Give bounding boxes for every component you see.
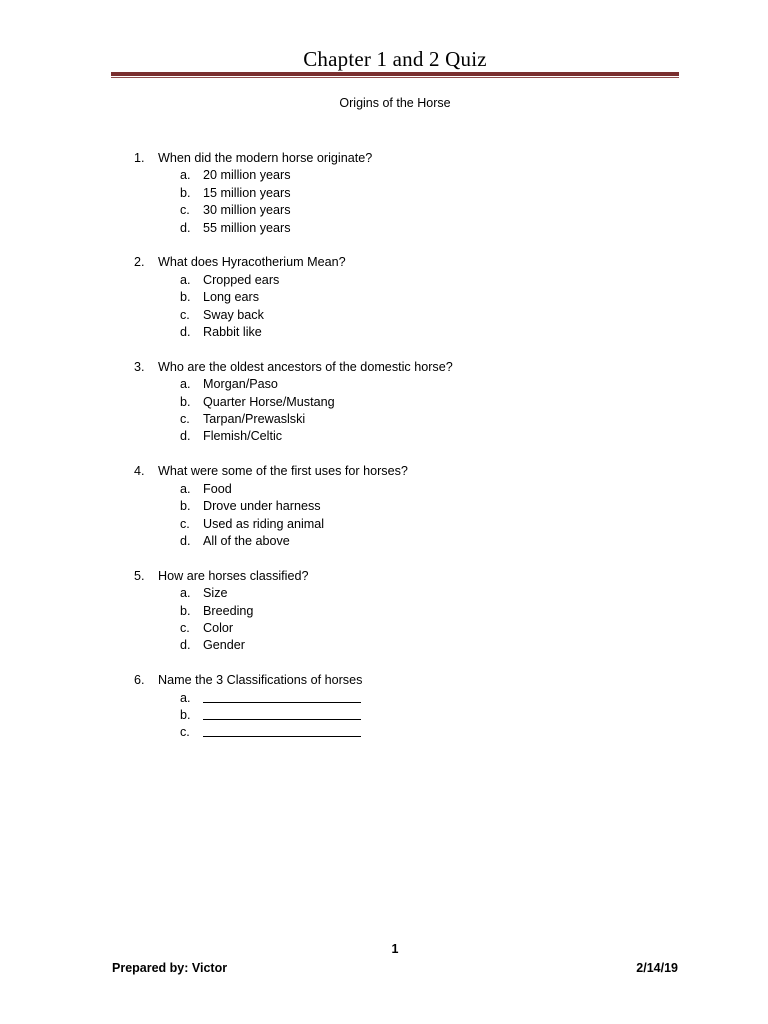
option-text: Morgan/Paso — [203, 377, 278, 392]
question-6 — [0, 672, 768, 742]
question-text: When did the modern horse originate? — [158, 151, 373, 165]
option-text: Size — [203, 586, 228, 601]
option-text: 15 million years — [203, 185, 291, 200]
option-letter: b. — [180, 290, 191, 305]
option-letter: c. — [180, 516, 190, 531]
question-line — [0, 568, 768, 585]
answer-option — [0, 272, 768, 289]
option-letter: d. — [180, 638, 191, 653]
answer-blank-line[interactable] — [203, 724, 361, 742]
answer-option — [0, 585, 768, 602]
question-number: 4. — [134, 464, 145, 479]
blank-underline — [203, 707, 361, 720]
option-letter: c. — [180, 412, 190, 427]
option-text: Sway back — [203, 307, 264, 322]
option-text: Flemish/Celtic — [203, 429, 283, 444]
option-text: Breeding — [203, 603, 254, 618]
option-letter: a. — [180, 690, 191, 705]
answer-blank-line[interactable] — [203, 690, 361, 708]
option-letter: d. — [180, 429, 191, 444]
answer-option — [0, 202, 768, 219]
option-text: All of the above — [203, 533, 290, 548]
answer-option — [0, 603, 768, 620]
prepared-by: Prepared by: Victor — [112, 961, 228, 975]
option-letter: b. — [180, 394, 191, 409]
question-line — [0, 254, 768, 271]
option-letter: c. — [180, 620, 190, 635]
answer-option — [0, 428, 768, 445]
question-text: Who are the oldest ancestors of the domestic horse? — [158, 359, 453, 374]
question-number: 1. — [134, 151, 145, 165]
quiz-subtitle: Origins of the Horse — [339, 96, 451, 110]
option-letter: c. — [180, 725, 190, 740]
question-text: How are horses classified? — [158, 568, 309, 583]
blank-underline — [203, 724, 361, 737]
question-number: 2. — [134, 255, 145, 270]
answer-option — [0, 411, 768, 428]
quiz-questions — [0, 150, 768, 759]
question-number: 3. — [134, 359, 145, 374]
option-letter: a. — [180, 377, 191, 392]
option-text: Gender — [203, 638, 246, 653]
option-letter: a. — [180, 481, 191, 496]
option-letter: b. — [180, 603, 191, 618]
answer-option — [0, 620, 768, 637]
question-3 — [0, 359, 768, 446]
option-text: 55 million years — [203, 220, 291, 235]
answer-option — [0, 533, 768, 550]
document-date: 2/14/19 — [636, 961, 678, 975]
answer-option — [0, 394, 768, 411]
option-text: Long ears — [203, 290, 260, 305]
answer-option — [0, 324, 768, 341]
option-text: 20 million years — [203, 168, 291, 183]
option-letter: a. — [180, 168, 191, 183]
answer-option — [0, 707, 768, 724]
question-text: Name the 3 Classifications of horses — [158, 673, 363, 688]
answer-option — [0, 185, 768, 202]
answer-option — [0, 724, 768, 741]
header-divider-thick — [111, 72, 679, 76]
page-title: Chapter 1 and 2 Quiz — [303, 47, 487, 71]
question-5 — [0, 568, 768, 655]
option-text: Rabbit like — [203, 325, 262, 340]
question-line — [0, 463, 768, 480]
question-2 — [0, 254, 768, 341]
option-text: 30 million years — [203, 203, 291, 218]
page-number: 1 — [391, 942, 399, 956]
question-text: What does Hyracotherium Mean? — [158, 255, 346, 270]
option-text: Tarpan/Prewaslski — [203, 412, 306, 427]
option-letter: d. — [180, 325, 191, 340]
header-divider-thin — [111, 77, 679, 78]
option-letter: b. — [180, 499, 191, 514]
option-text: Cropped ears — [203, 272, 280, 287]
answer-option — [0, 516, 768, 533]
question-line — [0, 359, 768, 376]
answer-option — [0, 498, 768, 515]
answer-blank-line[interactable] — [203, 707, 361, 725]
option-letter: b. — [180, 708, 191, 723]
answer-option — [0, 289, 768, 306]
header-divider — [111, 72, 679, 78]
option-text: Color — [203, 620, 234, 635]
option-letter: d. — [180, 533, 191, 548]
option-letter: c. — [180, 307, 190, 322]
question-number: 6. — [134, 673, 145, 688]
question-4 — [0, 463, 768, 550]
option-text: Food — [203, 481, 232, 496]
option-text: Quarter Horse/Mustang — [203, 394, 335, 409]
answer-option — [0, 481, 768, 498]
answer-option — [0, 307, 768, 324]
question-line — [0, 150, 768, 167]
question-number: 5. — [134, 568, 145, 583]
answer-option — [0, 376, 768, 393]
blank-underline — [203, 690, 361, 703]
option-letter: c. — [180, 203, 190, 218]
question-text: What were some of the first uses for horses? — [158, 464, 408, 479]
option-letter: a. — [180, 586, 191, 601]
option-letter: d. — [180, 220, 191, 235]
answer-option — [0, 690, 768, 707]
option-letter: b. — [180, 185, 191, 200]
answer-option — [0, 637, 768, 654]
option-letter: a. — [180, 272, 191, 287]
question-1 — [0, 150, 768, 237]
answer-option — [0, 167, 768, 184]
option-text: Drove under harness — [203, 499, 321, 514]
question-line — [0, 672, 768, 689]
answer-option — [0, 220, 768, 237]
option-text: Used as riding animal — [203, 516, 325, 531]
